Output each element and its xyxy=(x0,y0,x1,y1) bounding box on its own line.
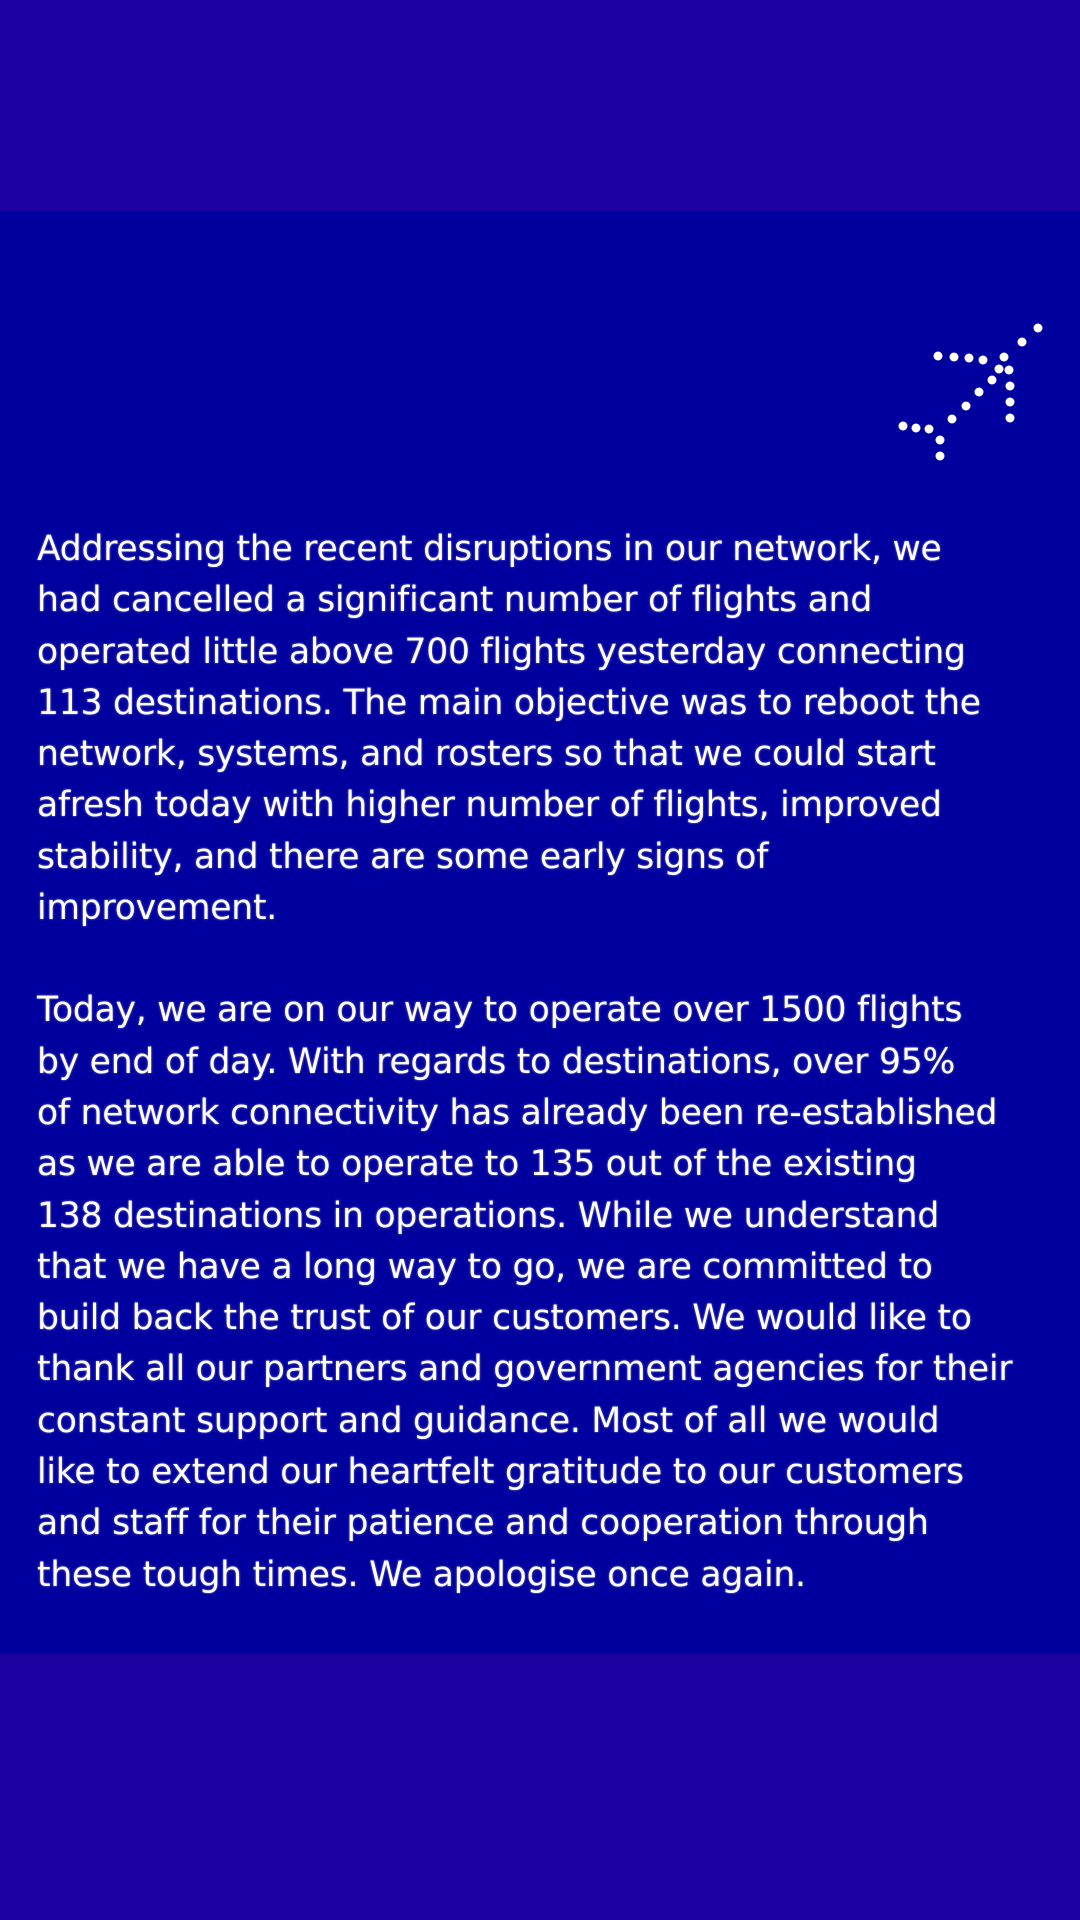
statement-paragraph-2: Today, we are on our way to operate over 1500 flights by end of day. With regards to destinations, over 95% of network connectivity has already been re-established as we are able to operate to 135 out of the existing 138 destinations in operations. While we understand that we have a long way to go, we are committed to build back the trust of our customers. We would like to thank all our partners and government agencies for their constant support and guidance. Most of all we would like to extend our heartfelt gratitude to our customers and staff for their patience and cooperation through these tough times. We apologise once again. xyxy=(37,990,1013,1595)
statement-paragraph-1: Addressing the recent disruptions in our network, we had cancelled a significant number of flights and operated little above 700 flights yesterday connecting 113 destinations. The main objective was to reboot the network, systems, and rosters so that we could start afresh today with higher number of flights, improved stability, and there are some early signs of improvement. xyxy=(37,529,981,929)
dotted-airplane-icon xyxy=(894,322,1046,472)
statement-text xyxy=(37,524,1059,1601)
logo-dots xyxy=(899,324,1043,461)
